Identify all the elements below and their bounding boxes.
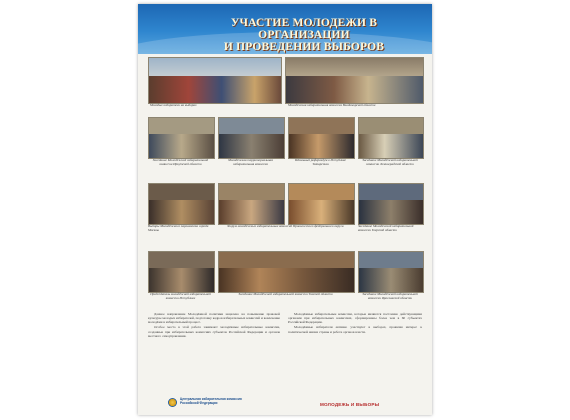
caption-3: Заседание Молодёжной избирательной комиссии Иркутской области	[152, 158, 209, 166]
poster-header	[138, 4, 432, 54]
caption-5: Школьный референдум в Республике Татарстан	[295, 158, 346, 166]
caption-4: Молодёжная территориальная избирательная комиссия	[228, 158, 273, 166]
photo-row2-3	[288, 117, 355, 159]
photo-row4-2	[218, 251, 355, 293]
photo-row3-1	[148, 183, 215, 225]
text-left-p2: Особое место в этой работе занимают молодёжные избирательные комиссии, созданные при избирательных комиссиях субъектов Российской Федерации и органов местного самоуправления.	[148, 325, 280, 338]
caption-9: Заседание Молодёжной избирательной комиссии Тверской области	[358, 224, 414, 232]
caption-7: Выборы Молодёжного парламента города Москвы	[148, 224, 209, 232]
poster-title	[186, 17, 422, 53]
caption-10: Председатель молодёжной избирательной комиссии Республики	[150, 292, 211, 300]
photo-row3-2	[218, 183, 285, 225]
footer-brand: МОЛОДЕЖЬ И ВЫБОРЫ	[320, 402, 380, 407]
caption-12: Заседание Молодёжной избирательной комиссии Ярославской области	[362, 292, 418, 300]
photo-row2-4	[358, 117, 424, 159]
photo-row4-1	[148, 251, 215, 293]
text-right-p2: Молодёжные избиратели активно участвуют в выборах, проявляя интерес к политической жизни страны и работе органов власти.	[288, 325, 422, 334]
photo-row1-left	[148, 57, 282, 104]
photo-row2-2	[218, 117, 285, 159]
footer-org: Центральная избирательная комиссия Российской Федерации	[180, 397, 242, 405]
caption-8: Форум молодёжных избирательных комиссий Приволжского федерального округа	[227, 224, 344, 228]
title-line-1: УЧАСТИЕ МОЛОДЕЖИ В ОРГАНИЗАЦИИ	[230, 17, 378, 41]
caption-11: Заседание Молодёжной избирательной комиссии Томской области	[238, 292, 333, 296]
cec-emblem-icon	[168, 398, 177, 407]
text-column-right	[288, 312, 422, 335]
photo-row3-3	[288, 183, 355, 225]
poster	[138, 4, 432, 415]
photo-row1-right	[285, 57, 424, 104]
text-column-left	[148, 312, 280, 339]
photo-row2-1	[148, 117, 215, 159]
caption-6: Заседание Молодёжной избирательной комиссии Ленинградской области	[362, 158, 418, 166]
photo-row4-3	[358, 251, 424, 293]
caption-1: Молодые избиратели на выборах	[150, 103, 197, 107]
caption-2: Молодёжная избирательная комиссия Владимирской области	[288, 103, 376, 107]
text-left-p1: Данное направление Молодёжной политики нацелено на повышение правовой культуры молодых избирателей, подготовку кадров избирательных комиссий и вовлечение молодёжи в избирательный процесс.	[148, 312, 280, 325]
title-line-2: И ПРОВЕДЕНИИ ВЫБОРОВ	[223, 41, 385, 53]
photo-row3-4	[358, 183, 424, 225]
text-right-p1: Молодёжные избирательные комиссии, которые являются постоянно действующими органами при избирательных комиссиях, сформированы более чем в 60 субъектах Российской Федерации.	[288, 312, 422, 325]
